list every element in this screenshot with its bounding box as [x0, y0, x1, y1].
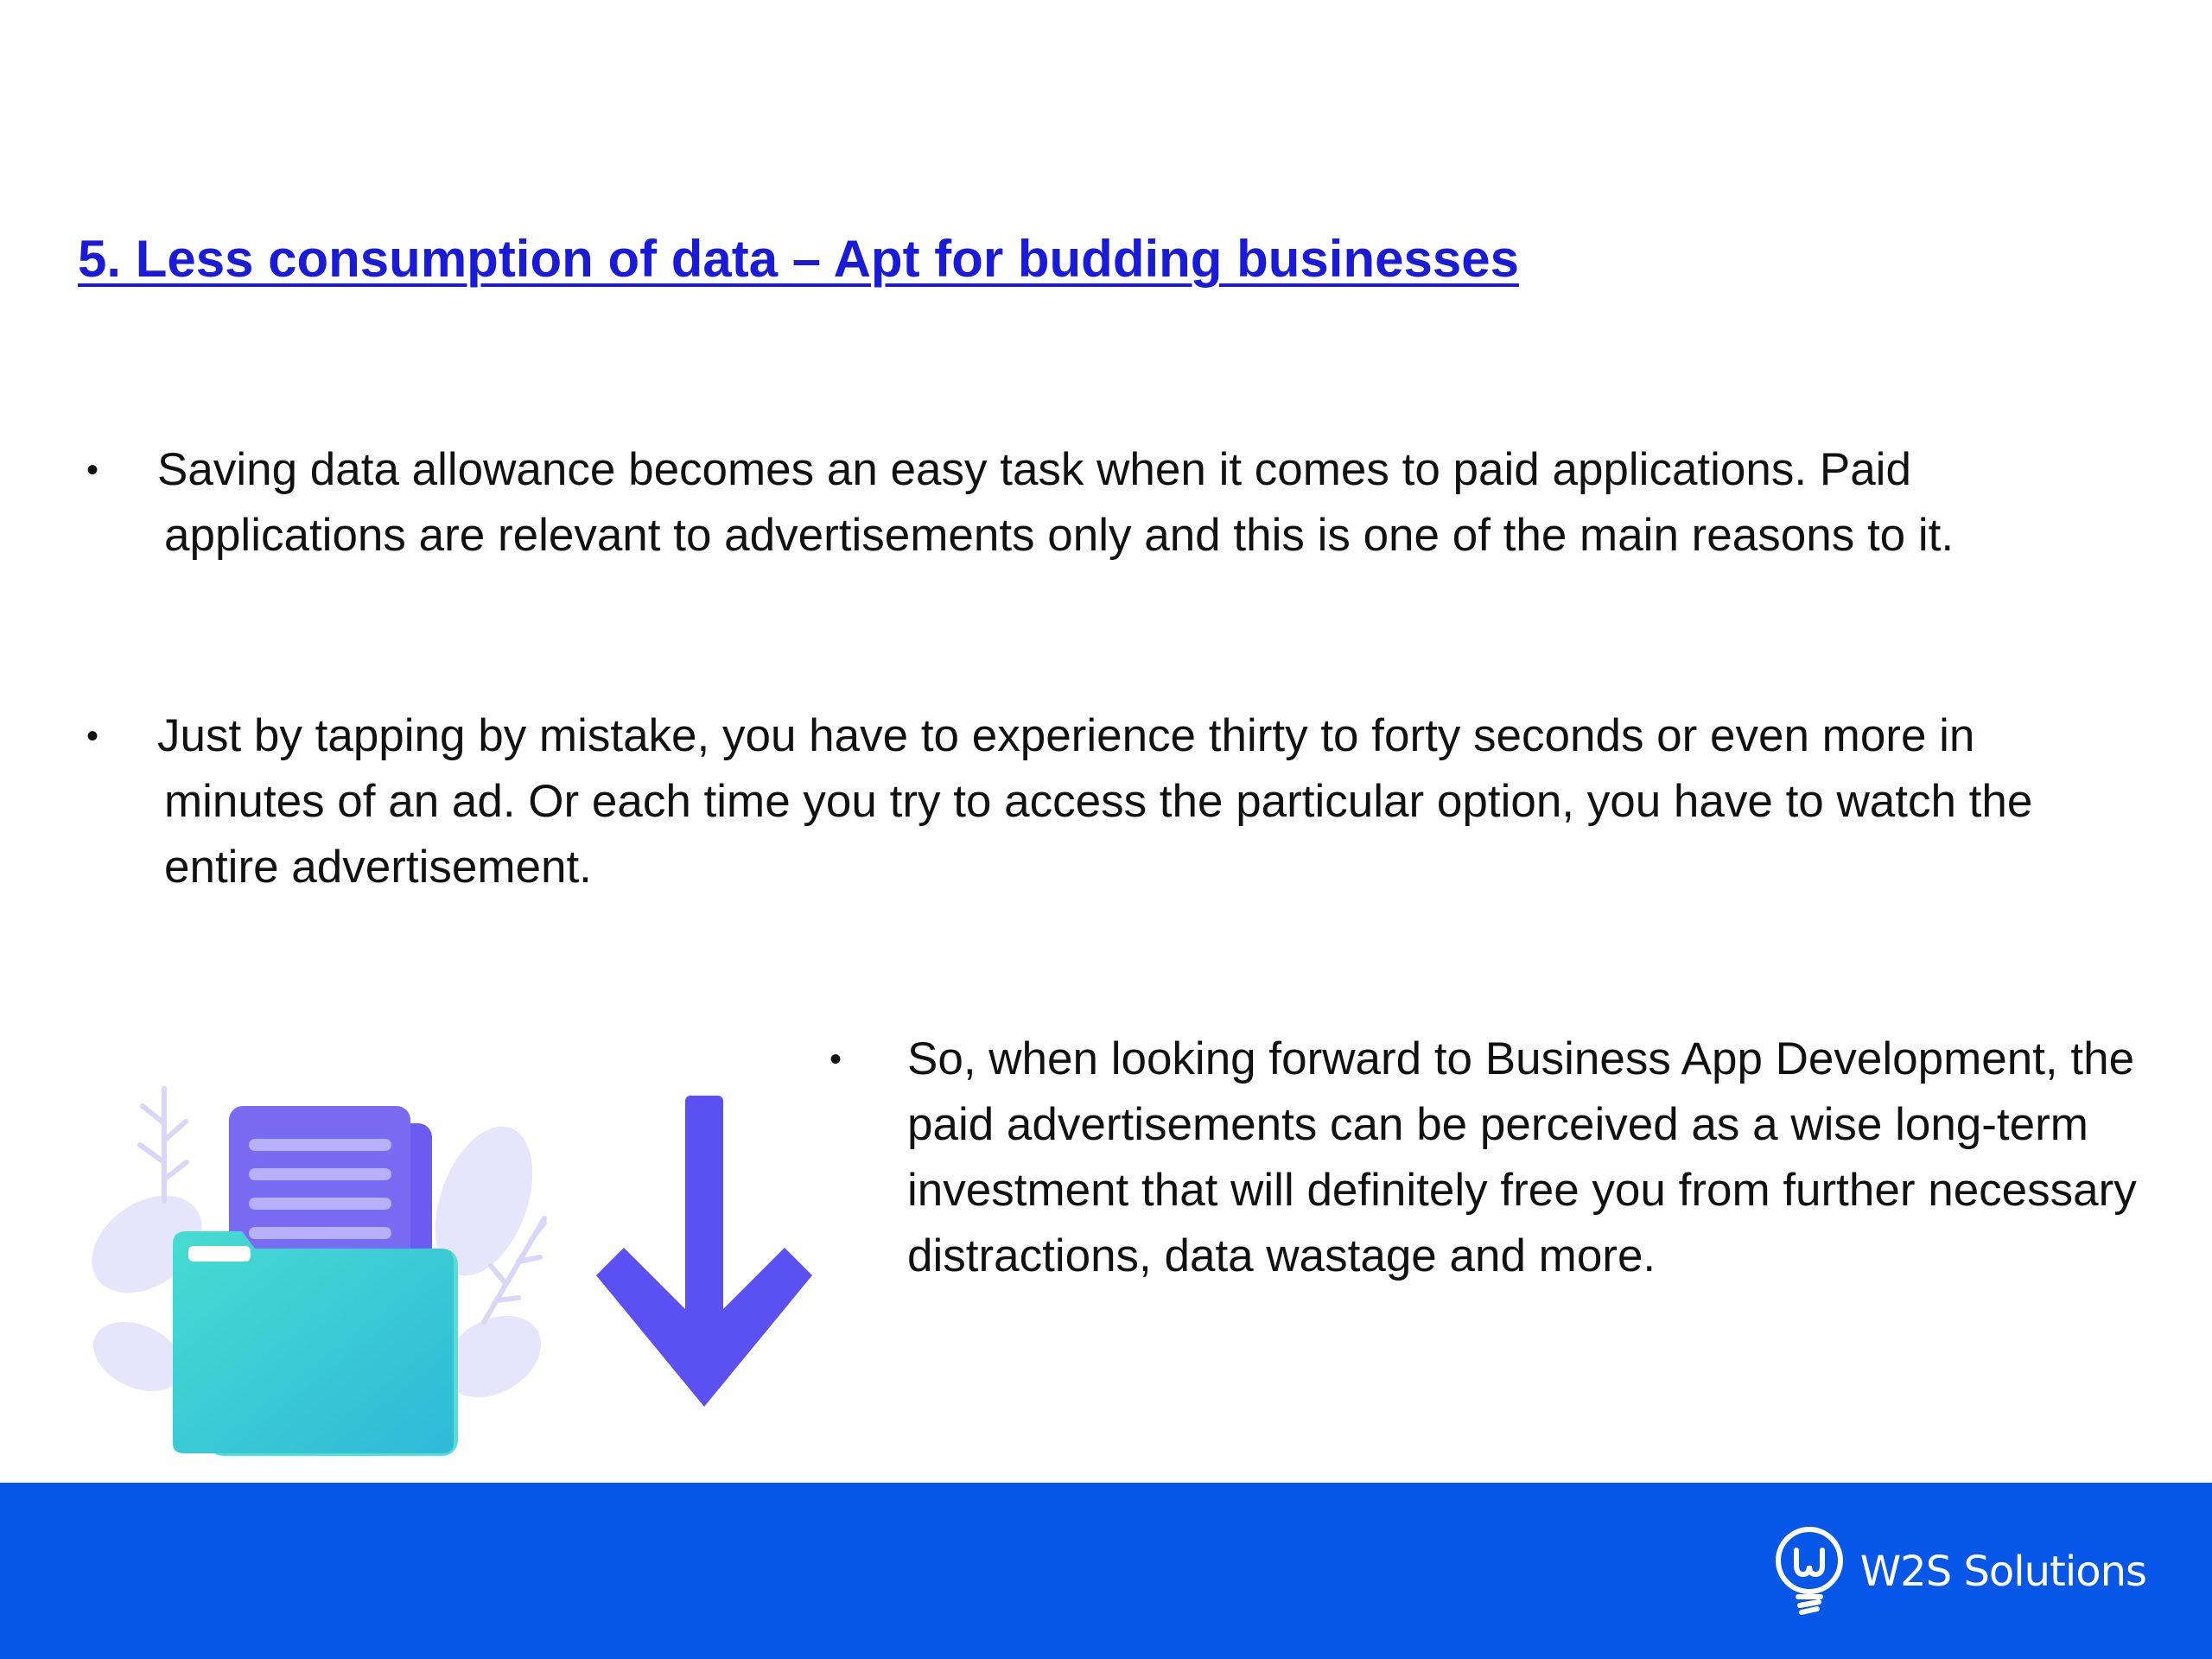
bullet-marker: • [86, 717, 99, 755]
footer-bar [0, 1483, 2212, 1659]
data-folder-illustration [78, 1071, 821, 1469]
bullet-item [86, 437, 2134, 569]
bullet-text: So, when looking forward to Business App Development, the paid advertisements can be perceived as a wise long-term investment that will definitely free you from further necessary distractions, data wastage and more. [907, 1033, 2137, 1281]
bullet-item [830, 1027, 2143, 1289]
bullet-marker: • [86, 451, 99, 489]
brand-logo [1770, 1524, 2146, 1619]
bullet-marker: • [830, 1040, 842, 1078]
bullet-item [86, 703, 2134, 900]
bullet-text: Saving data allowance becomes an easy task when it comes to paid applications. Paid applications are relevant to advertisements only and this is one of the main reasons to it. [157, 444, 1955, 561]
bullet-text: Just by tapping by mistake, you have to experience thirty to forty seconds or even more in minutes of an ad. Or each time you try to access the particular option, you have to watch the entire advertisement. [157, 710, 2033, 893]
slide-title-link[interactable]: 5. Less consumption of data – Apt for budding businesses [78, 230, 1519, 288]
folder-icon [173, 1231, 458, 1456]
lightbulb-w-icon [1770, 1524, 1848, 1619]
brand-name: W2S Solutions [1859, 1548, 2146, 1596]
down-arrow-icon [596, 1096, 812, 1407]
